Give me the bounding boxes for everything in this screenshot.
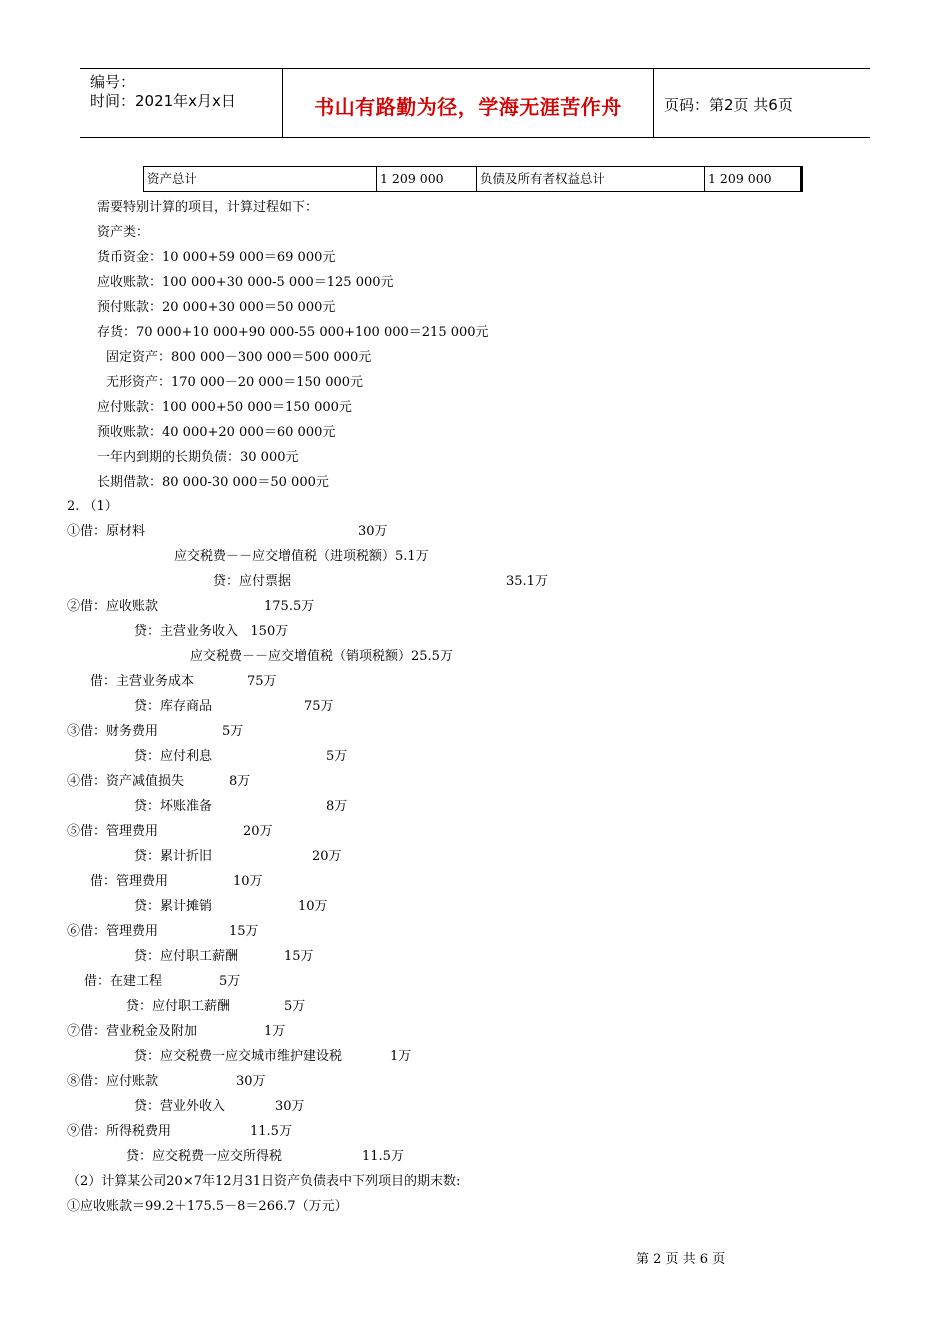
journal-entry-debit: ⑦借：营业税金及附加 bbox=[67, 1024, 198, 1039]
document-date-label: 时间：2021年x月x日 bbox=[90, 92, 236, 110]
table-cell-total-liabilities-label: 负债及所有者权益总计 bbox=[476, 167, 704, 191]
journal-entry-debit: 借：主营业务成本 bbox=[90, 674, 195, 689]
journal-entry-credit: 贷：累计折旧 bbox=[134, 849, 213, 864]
document-number-label: 编号： bbox=[90, 73, 136, 91]
journal-entry-amount: 30万 bbox=[358, 524, 388, 539]
journal-entry-amount: 11.5万 bbox=[362, 1149, 404, 1164]
text-line: 应付账款：100 000+50 000＝150 000元 bbox=[97, 400, 352, 415]
text-line: 货币资金：10 000+59 000＝69 000元 bbox=[97, 250, 336, 265]
section-heading: 2. （1） bbox=[67, 499, 118, 514]
text-line: 一年内到期的长期负债：30 000元 bbox=[97, 450, 299, 465]
text-line: 存货：70 000+10 000+90 000-55 000+100 000＝215 000元 bbox=[97, 325, 489, 340]
journal-entry-amount: 30万 bbox=[275, 1099, 305, 1114]
total-assets-table-row bbox=[143, 166, 803, 192]
table-cell-total-liabilities-value: 1 209 000 bbox=[704, 167, 801, 191]
header-motto-cell bbox=[283, 69, 654, 137]
journal-entry-debit: 借：在建工程 bbox=[84, 974, 163, 989]
text-line: 固定资产：800 000－300 000＝500 000元 bbox=[106, 350, 372, 365]
journal-entry-credit: 贷：应交税费一应交城市维护建设税 bbox=[134, 1049, 343, 1064]
journal-entry-amount: 8万 bbox=[229, 774, 251, 789]
journal-entry-debit: 借：管理费用 bbox=[90, 874, 169, 889]
journal-entry-amount: 30万 bbox=[236, 1074, 266, 1089]
journal-entry-debit: 应交税费－－应交增值税（进项税额）5.1万 bbox=[174, 549, 429, 564]
text-line: 预收账款：40 000+20 000＝60 000元 bbox=[97, 425, 336, 440]
journal-entry-credit: 应交税费－－应交增值税（销项税额）25.5万 bbox=[190, 649, 453, 664]
journal-entry-debit: ⑧借：应付账款 bbox=[67, 1074, 159, 1089]
journal-entry-amount: 1万 bbox=[264, 1024, 286, 1039]
journal-entry-amount: 15万 bbox=[284, 949, 314, 964]
table-cell-total-assets-value: 1 209 000 bbox=[376, 167, 476, 191]
text-line: 预付账款：20 000+30 000＝50 000元 bbox=[97, 300, 336, 315]
header-motto: 书山有路勤为径，学海无涯苦作舟 bbox=[314, 95, 622, 119]
header-page-cell bbox=[654, 69, 870, 137]
journal-entry-credit: 贷：应付职工薪酬 bbox=[134, 949, 239, 964]
page-header bbox=[80, 68, 870, 138]
header-page-number: 页码：第2页 共6页 bbox=[664, 96, 793, 114]
journal-entry-amount: 5万 bbox=[326, 749, 348, 764]
journal-entry-amount: 175.5万 bbox=[264, 599, 315, 614]
journal-entry-amount: 1万 bbox=[390, 1049, 412, 1064]
journal-entry-credit: 贷：应付票据 bbox=[213, 574, 292, 589]
header-meta-cell bbox=[80, 69, 283, 137]
journal-entry-credit: 贷：营业外收入 bbox=[134, 1099, 226, 1114]
journal-entry-credit: 贷：应付利息 bbox=[134, 749, 213, 764]
journal-entry-debit: ⑨借：所得税费用 bbox=[67, 1124, 172, 1139]
journal-entry-debit: ③借：财务费用 bbox=[67, 724, 159, 739]
journal-entry-amount: 20万 bbox=[312, 849, 342, 864]
journal-entry-amount: 11.5万 bbox=[250, 1124, 292, 1139]
journal-entry-debit: ⑤借：管理费用 bbox=[67, 824, 159, 839]
text-line: 无形资产：170 000－20 000＝150 000元 bbox=[106, 375, 364, 390]
journal-entry-amount: 15万 bbox=[229, 924, 259, 939]
table-cell-total-assets-label: 资产总计 bbox=[147, 171, 198, 186]
journal-entry-amount: 75万 bbox=[247, 674, 277, 689]
section-heading: （2）计算某公司20×7年12月31日资产负债表中下列项目的期末数: bbox=[67, 1174, 461, 1189]
journal-entry-amount: 5万 bbox=[284, 999, 306, 1014]
journal-entry-amount: 10万 bbox=[298, 899, 328, 914]
journal-entry-credit: 贷：库存商品 bbox=[134, 699, 213, 714]
journal-entry-debit: ⑥借：管理费用 bbox=[67, 924, 159, 939]
journal-entry-credit: 贷：坏账准备 bbox=[134, 799, 213, 814]
journal-entry-amount: 20万 bbox=[243, 824, 273, 839]
journal-entry-credit: 贷：应交税费一应交所得税 bbox=[126, 1149, 283, 1164]
text-line: ①应收账款＝99.2＋175.5－8＝266.7（万元） bbox=[67, 1199, 348, 1214]
page-footer: 第 2 页 共 6 页 bbox=[636, 1252, 726, 1267]
journal-entry-credit: 贷：累计摊销 bbox=[134, 899, 213, 914]
journal-entry-amount: 75万 bbox=[304, 699, 334, 714]
text-line: 需要特别计算的项目，计算过程如下： bbox=[97, 200, 319, 215]
journal-entry-debit: ②借：应收账款 bbox=[67, 599, 159, 614]
text-line: 应收账款：100 000+30 000-5 000＝125 000元 bbox=[97, 275, 394, 290]
journal-entry-debit: ①借：原材料 bbox=[67, 524, 146, 539]
text-line: 长期借款：80 000-30 000＝50 000元 bbox=[97, 475, 329, 490]
journal-entry-amount: 5万 bbox=[222, 724, 244, 739]
journal-entry-amount: 8万 bbox=[326, 799, 348, 814]
journal-entry-credit: 贷：主营业务收入 150万 bbox=[134, 624, 289, 639]
journal-entry-debit: ④借：资产减值损失 bbox=[67, 774, 185, 789]
text-line: 资产类： bbox=[97, 225, 150, 240]
journal-entry-amount: 10万 bbox=[233, 874, 263, 889]
journal-entry-amount: 5万 bbox=[219, 974, 241, 989]
journal-entry-credit: 贷：应付职工薪酬 bbox=[126, 999, 231, 1014]
journal-entry-amount: 35.1万 bbox=[506, 574, 548, 589]
